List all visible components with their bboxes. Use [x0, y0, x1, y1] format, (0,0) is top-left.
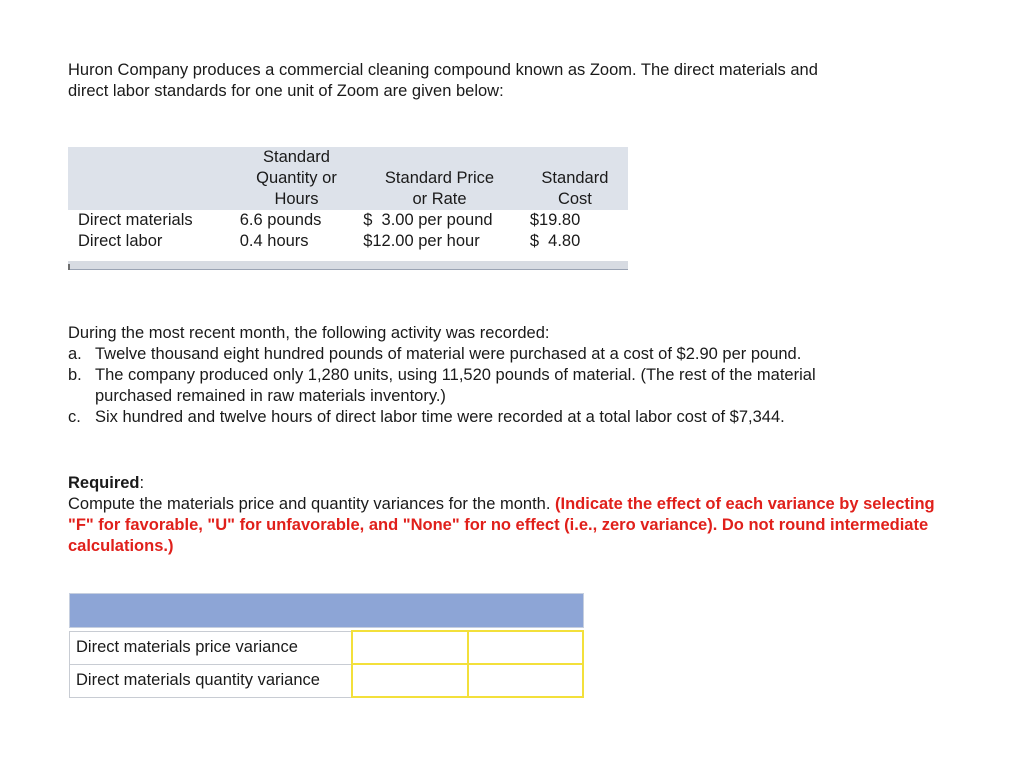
table-row: [68, 231, 628, 252]
quantity-variance-amount-input[interactable]: [352, 664, 467, 697]
row-price: $12.00 per hour: [357, 231, 522, 252]
variance-label: Direct materials quantity variance: [70, 664, 353, 697]
row-cost: $19.80: [522, 210, 628, 231]
row-price: $ 3.00 per pound: [357, 210, 522, 231]
activity-list: [68, 344, 948, 428]
price-variance-effect-select[interactable]: [468, 631, 583, 664]
row-label: Direct labor: [68, 231, 236, 252]
quantity-variance-effect-select[interactable]: [468, 664, 583, 697]
list-marker: c.: [68, 408, 81, 426]
table-row: [70, 664, 584, 697]
required-instruction: (Indicate the effect of each variance by selecting "F" for favorable, "U" for unfavorable, and "None" for no effect (i.e., zero variance). Do not round intermediate calculations.): [68, 495, 935, 555]
required-body: [68, 494, 948, 557]
intro-line-2: direct labor standards for one unit of Zoom are given below:: [68, 82, 504, 100]
header-standard-quantity: Standard Quantity or Hours: [236, 147, 357, 210]
activity-section: [68, 323, 948, 428]
variance-label: Direct materials price variance: [70, 631, 353, 664]
required-heading: Required:: [68, 474, 145, 492]
standards-table-header: [68, 147, 628, 210]
list-marker: b.: [68, 366, 82, 384]
header-standard-price: Standard Price or Rate: [357, 147, 522, 210]
row-quantity: 6.6 pounds: [236, 210, 357, 231]
intro-text: [68, 60, 948, 102]
required-text: Compute the materials price and quantity variances for the month.: [68, 495, 555, 513]
row-cost: $ 4.80: [522, 231, 628, 252]
list-item: b. The company produced only 1,280 units, using 11,520 pounds of material. (The rest of the material purchased remained in raw materials inventory.): [68, 366, 816, 405]
activity-lead: During the most recent month, the following activity was recorded:: [68, 324, 550, 342]
table-bottom-rule: [68, 261, 628, 270]
standards-table: [68, 147, 628, 252]
row-label: Direct materials: [68, 210, 236, 231]
table-row: [68, 210, 628, 231]
table-row: [70, 631, 584, 664]
header-blank: [68, 147, 236, 210]
list-marker: a.: [68, 345, 82, 363]
required-section: [68, 473, 948, 557]
list-item: a. Twelve thousand eight hundred pounds of material were purchased at a cost of $2.90 per pound.: [68, 345, 802, 363]
intro-line-1: Huron Company produces a commercial cleaning compound known as Zoom. The direct materials and: [68, 61, 818, 79]
answer-table-header: [70, 594, 584, 628]
list-item: c. Six hundred and twelve hours of direct labor time were recorded at a total labor cost of $7,344.: [68, 408, 785, 426]
answer-table: [69, 593, 584, 698]
row-quantity: 0.4 hours: [236, 231, 357, 252]
price-variance-amount-input[interactable]: [352, 631, 467, 664]
rule-tick: [68, 264, 70, 270]
header-standard-cost: Standard Cost: [522, 147, 628, 210]
